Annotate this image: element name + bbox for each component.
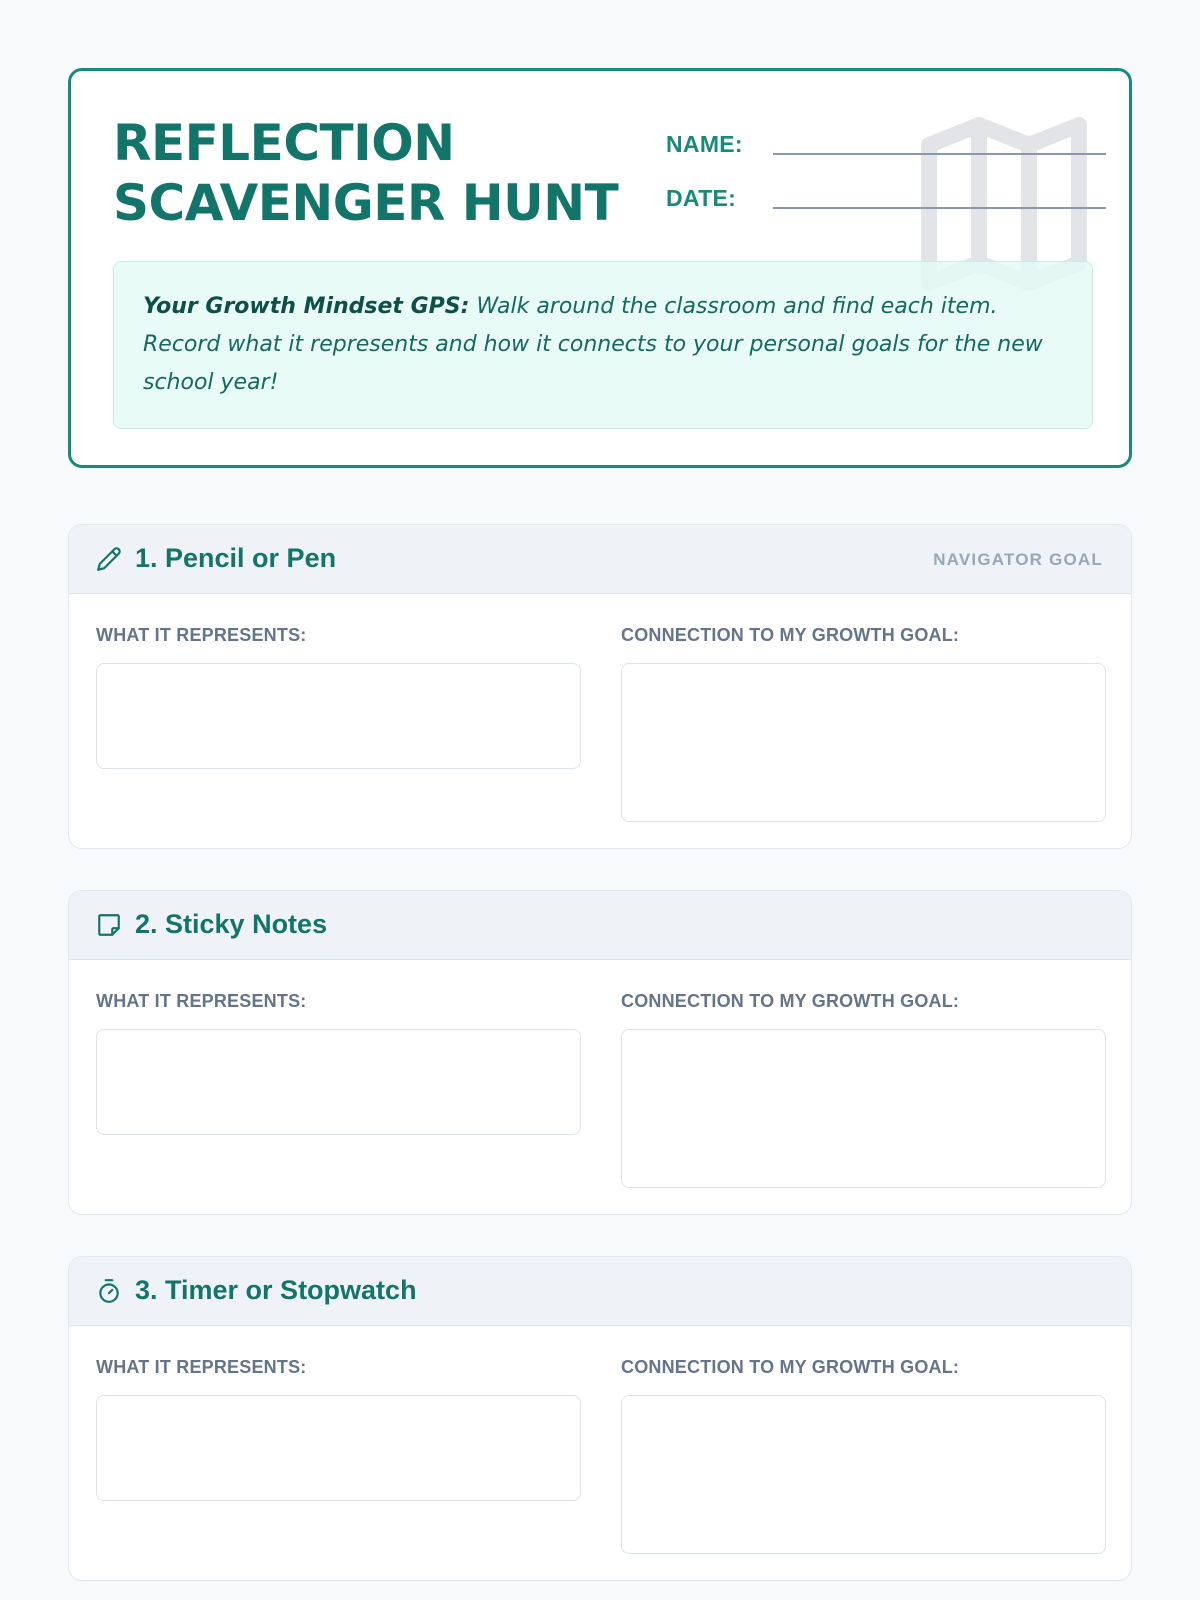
date-label: DATE:	[666, 185, 737, 211]
connection-answer-box[interactable]	[621, 1029, 1106, 1188]
date-field[interactable]	[666, 185, 1096, 225]
date-line[interactable]	[773, 207, 1106, 209]
connection-label: CONNECTION TO MY GROWTH GOAL:	[621, 991, 960, 1011]
name-label: NAME:	[666, 131, 743, 157]
item-card-sticky-notes	[68, 890, 1132, 1215]
item-title: 2. Sticky Notes	[135, 909, 328, 939]
represents-answer-box[interactable]	[96, 1395, 581, 1501]
worksheet-header	[68, 68, 1132, 468]
connection-answer-box[interactable]	[621, 1395, 1106, 1554]
name-field[interactable]	[666, 131, 1096, 171]
represents-label: WHAT IT REPRESENTS:	[96, 1357, 307, 1377]
represents-answer-box[interactable]	[96, 663, 581, 769]
connection-answer-box[interactable]	[621, 663, 1106, 822]
connection-label: CONNECTION TO MY GROWTH GOAL:	[621, 1357, 960, 1377]
connection-label: CONNECTION TO MY GROWTH GOAL:	[621, 625, 960, 645]
name-line[interactable]	[773, 153, 1106, 155]
sticky-note-icon	[96, 912, 122, 938]
item-tag: NAVIGATOR GOAL	[933, 550, 1103, 569]
instructions-box	[113, 261, 1093, 429]
item-card-pencil	[68, 524, 1132, 849]
item-header	[69, 891, 1131, 960]
stopwatch-icon	[96, 1278, 122, 1304]
instructions-text: Walk around the classroom and find each item. Record what it represents and how it connects to your personal goals for the new school year!	[143, 294, 1043, 395]
item-header	[69, 1257, 1131, 1326]
instructions-lead: Your Growth Mindset GPS:	[143, 294, 470, 319]
pencil-icon	[96, 546, 122, 572]
title-line-1: REFLECTION	[113, 114, 455, 172]
title-line-2: SCAVENGER HUNT	[113, 174, 619, 232]
item-title: 3. Timer or Stopwatch	[135, 1275, 417, 1305]
represents-answer-box[interactable]	[96, 1029, 581, 1135]
item-card-timer	[68, 1256, 1132, 1581]
item-title: 1. Pencil or Pen	[135, 543, 337, 573]
represents-label: WHAT IT REPRESENTS:	[96, 625, 307, 645]
item-header	[69, 525, 1131, 594]
represents-label: WHAT IT REPRESENTS:	[96, 991, 307, 1011]
page-title	[113, 113, 618, 233]
